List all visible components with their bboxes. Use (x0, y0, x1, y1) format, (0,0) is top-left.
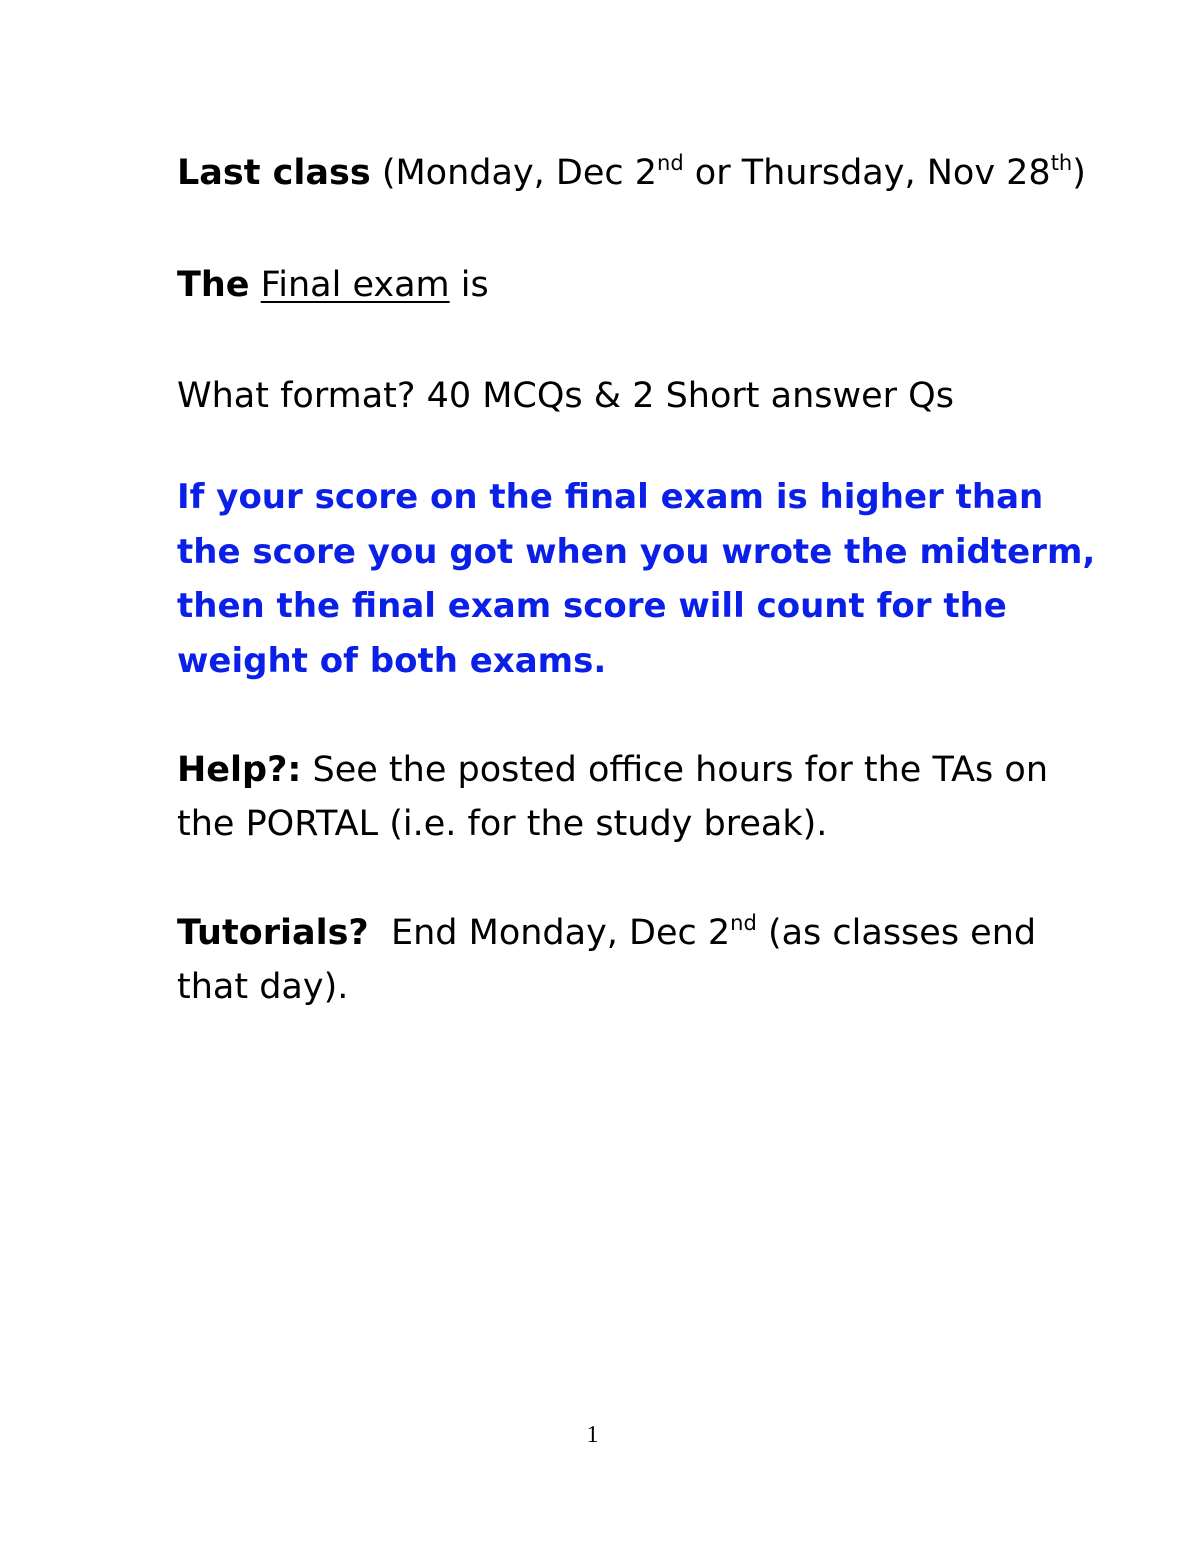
final-exam-line (177, 265, 489, 305)
page-number: 1 (586, 1422, 599, 1448)
last-class-sup-nd: nd (657, 151, 684, 175)
final-exam-label: The (177, 265, 250, 305)
tutorials-text-2: (as classes end (756, 913, 1037, 953)
help-label: Help?: (177, 750, 302, 790)
last-class-prefix: (Monday, Dec 2 (370, 153, 658, 193)
format-line: What format? 40 MCQs & 2 Short answer Qs (177, 376, 954, 416)
final-exam-underlined: Final exam (260, 265, 450, 305)
last-class-suffix: ) (1072, 153, 1086, 193)
help-text-1: See the posted office hours for the TAs on (301, 750, 1049, 790)
last-class-label: Last class (177, 153, 371, 193)
policy-line-4: weight of both exams. (177, 641, 607, 681)
policy-line-3: then the final exam score will count for the (177, 586, 1007, 626)
final-exam-suffix: is (460, 265, 489, 305)
last-class-sup-th: th (1050, 151, 1073, 175)
last-class-line (177, 153, 1086, 193)
tutorials-line-1 (177, 913, 1036, 953)
last-class-middle: or Thursday, Nov 28 (683, 153, 1051, 193)
help-line-1 (177, 750, 1048, 790)
policy-line-1: If your score on the final exam is higher than (177, 477, 1044, 517)
policy-line-2: the score you got when you wrote the midterm, (177, 532, 1096, 572)
tutorials-text-1: End Monday, Dec 2 (368, 913, 731, 953)
tutorials-line-2: that day). (177, 967, 349, 1007)
tutorials-sup-nd: nd (730, 911, 757, 935)
tutorials-label: Tutorials? (177, 913, 369, 953)
help-line-2: the PORTAL (i.e. for the study break). (177, 804, 828, 844)
